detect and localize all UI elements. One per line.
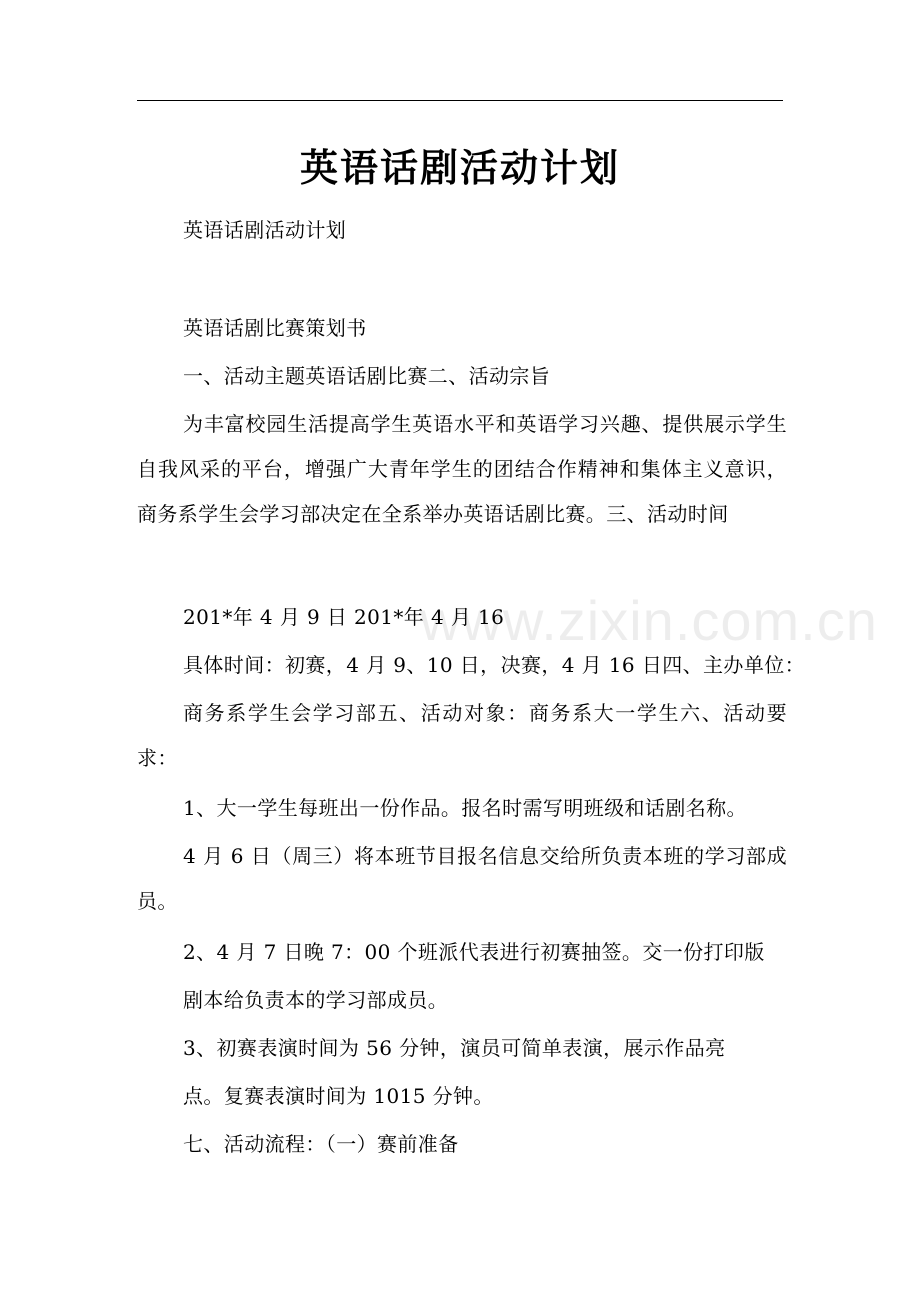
paragraph-organizer: 商务系学生会学习部五、活动对象：商务系大一学生六、活动要求：	[137, 701, 787, 770]
paragraph-requirement-1: 1、大一学生每班出一份作品。报名时需写明班级和话剧名称。	[183, 796, 747, 820]
paragraph-subtitle: 英语话剧活动计划	[183, 218, 347, 242]
header-rule	[137, 100, 783, 101]
paragraph-requirement-3: 3、初赛表演时间为 56 分钟，演员可简单表演，展示作品亮	[183, 1036, 726, 1060]
paragraph-final-duration: 点。复赛表演时间为 1015 分钟。	[183, 1084, 494, 1108]
paragraph-section-theme: 一、活动主题英语话剧比赛二、活动宗旨	[183, 364, 551, 388]
paragraph-purpose: 为丰富校园生活提高学生英语水平和英语学习兴趣、提供展示学生自我风采的平台，增强广大青年学生的团结合作精神和集体主义意识，商务系学生会学习部决定在全系举办英语话剧比赛。三、活动时间	[137, 412, 787, 526]
paragraph-dates: 201*年 4 月 9 日 201*年 4 月 16	[183, 605, 505, 629]
paragraph-schedule: 具体时间：初赛，4 月 9、10 日，决赛，4 月 16 日四、主办单位：	[183, 653, 806, 677]
paragraph-registration: 4 月 6 日（周三）将本班节目报名信息交给所负责本班的学习部成员。	[137, 844, 787, 913]
watermark: www.zixin.com.cn	[420, 589, 878, 652]
document-title: 英语话剧活动计划	[299, 145, 620, 190]
paragraph-process: 七、活动流程：（一）赛前准备	[183, 1132, 459, 1156]
paragraph-proposal-title: 英语话剧比赛策划书	[183, 316, 367, 340]
paragraph-script-submission: 剧本给负责本的学习部成员。	[183, 988, 449, 1012]
paragraph-requirement-2: 2、4 月 7 日晚 7：00 个班派代表进行初赛抽签。交一份打印版	[183, 940, 765, 964]
